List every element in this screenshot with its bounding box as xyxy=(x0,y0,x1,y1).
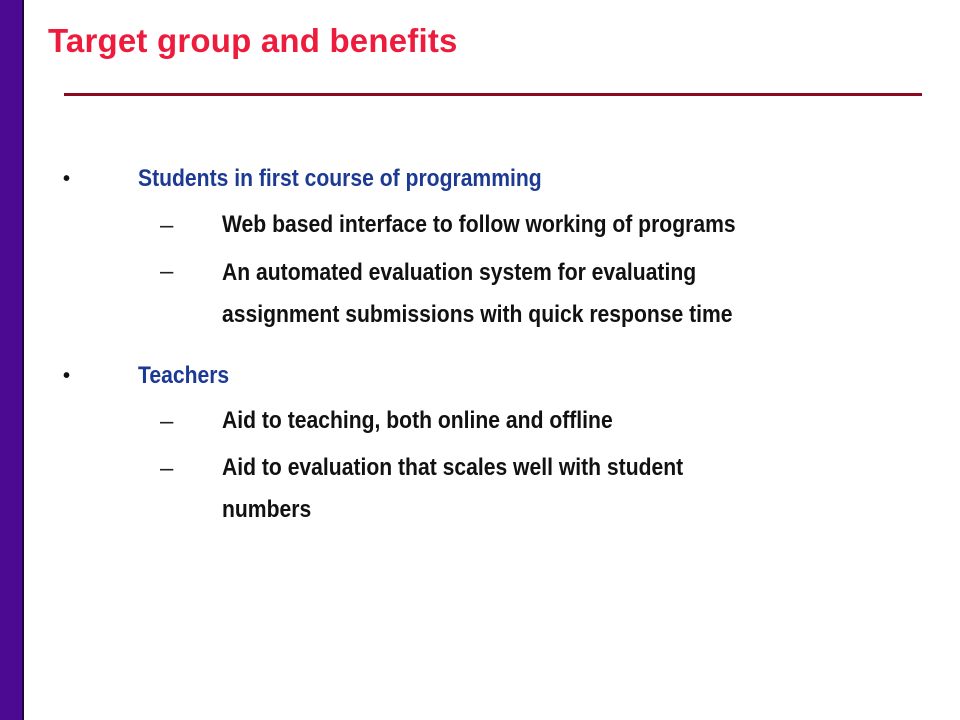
section-heading-teachers: Teachers xyxy=(138,362,230,389)
bullet-icon: • xyxy=(63,168,71,190)
slide-title: Target group and benefits xyxy=(48,22,458,59)
dash-icon: – xyxy=(160,408,174,435)
dash-icon: – xyxy=(160,455,174,482)
list-item: Aid to evaluation that scales well with student xyxy=(222,454,684,481)
list-item: Aid to teaching, both online and offline xyxy=(222,407,613,434)
section-heading-students: Students in first course of programming xyxy=(138,165,542,192)
title-underline xyxy=(64,93,922,96)
list-item-continuation: assignment submissions with quick response time xyxy=(222,301,733,328)
dash-icon: – xyxy=(160,212,174,239)
list-item: Web based interface to follow working of programs xyxy=(222,211,736,238)
left-accent-bar xyxy=(0,0,24,720)
list-item: An automated evaluation system for evaluating xyxy=(222,259,697,286)
dash-icon: – xyxy=(160,258,174,285)
list-item-continuation: numbers xyxy=(222,496,312,523)
bullet-icon: • xyxy=(63,365,71,387)
